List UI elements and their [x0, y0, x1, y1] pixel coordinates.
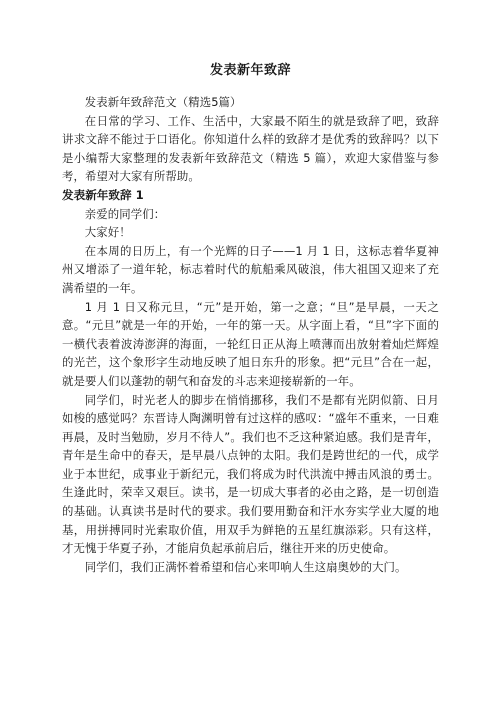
section-heading: 发表新年致辞 1	[62, 187, 144, 202]
body-paragraph: 在本周的日历上，有一个光辉的日子——1 月 1 日，这标志着华夏神州又增添了一道年轮，标志着时代的航船乘风破浪，伟大祖国又迎来了充满希望的一年。	[62, 243, 439, 295]
document-title: 发表新年致辞	[209, 63, 291, 78]
salutation-paragraph: 亲爱的同学们：	[84, 206, 166, 221]
body-paragraph: 同学们，时光老人的脚步在悄悄挪移，我们不是都有光阴似箭、日月如梭的感觉吗？东晋诗人陶渊明曾有过这样的感叹：“盛年不重来，一日难再晨，及时当勉励，岁月不待人”。我们也不乏这种紧迫感。我们是青年，青年是生命中的春天，是早晨八点钟的太阳。我们是跨世纪的一代，成学业于本世纪，成事业于新纪元，我们将成为时代洪流中搏击风浪的勇士。生逢此时，荣幸又艰巨。读书，是一切成大事者的必由之路，是一切创造的基础。认真读书是时代的要求。我们要用勤奋和汗水夯实学业大厦的地基，用拼搏同时光索取价值，用双手为鲜艳的五星红旗添彩。只有这样，才无愧于华夏子孙，才能肩负起承前启后，继往开来的历史使命。	[62, 392, 439, 556]
body-paragraph: 同学们，我们正满怀着希望和信心来叩响人生这扇奥妙的大门。	[84, 559, 407, 574]
body-paragraph: 1 月 1 日又称元旦，“元”是开始，第一之意；“旦”是早晨，一天之意。“元旦”就是一年的开始，一年的第一天。从字面上看，“旦”字下面的一横代表着波涛澎湃的海面，一轮红日正从海上喷薄而出放射着灿烂辉煌的光芒，这个象形字生动地反映了旭日东升的形象。把“元旦”合在一起，就是要人们以蓬勃的朝气和奋发的斗志来迎接崭新的一年。	[62, 299, 439, 388]
greeting-paragraph: 大家好！	[84, 225, 131, 240]
subtitle-paragraph: 发表新年致辞范文（精选5篇）	[84, 95, 242, 109]
intro-paragraph: 在日常的学习、工作、生活中，大家最不陌生的就是致辞了吧，致辞讲求文辞不能过于口语化。你知道什么样的致辞才是优秀的致辞吗？以下是小编帮大家整理的发表新年致辞范文（精选 5 篇），欢迎大家借鉴与参考，希望对大家有所帮助。	[62, 113, 439, 184]
